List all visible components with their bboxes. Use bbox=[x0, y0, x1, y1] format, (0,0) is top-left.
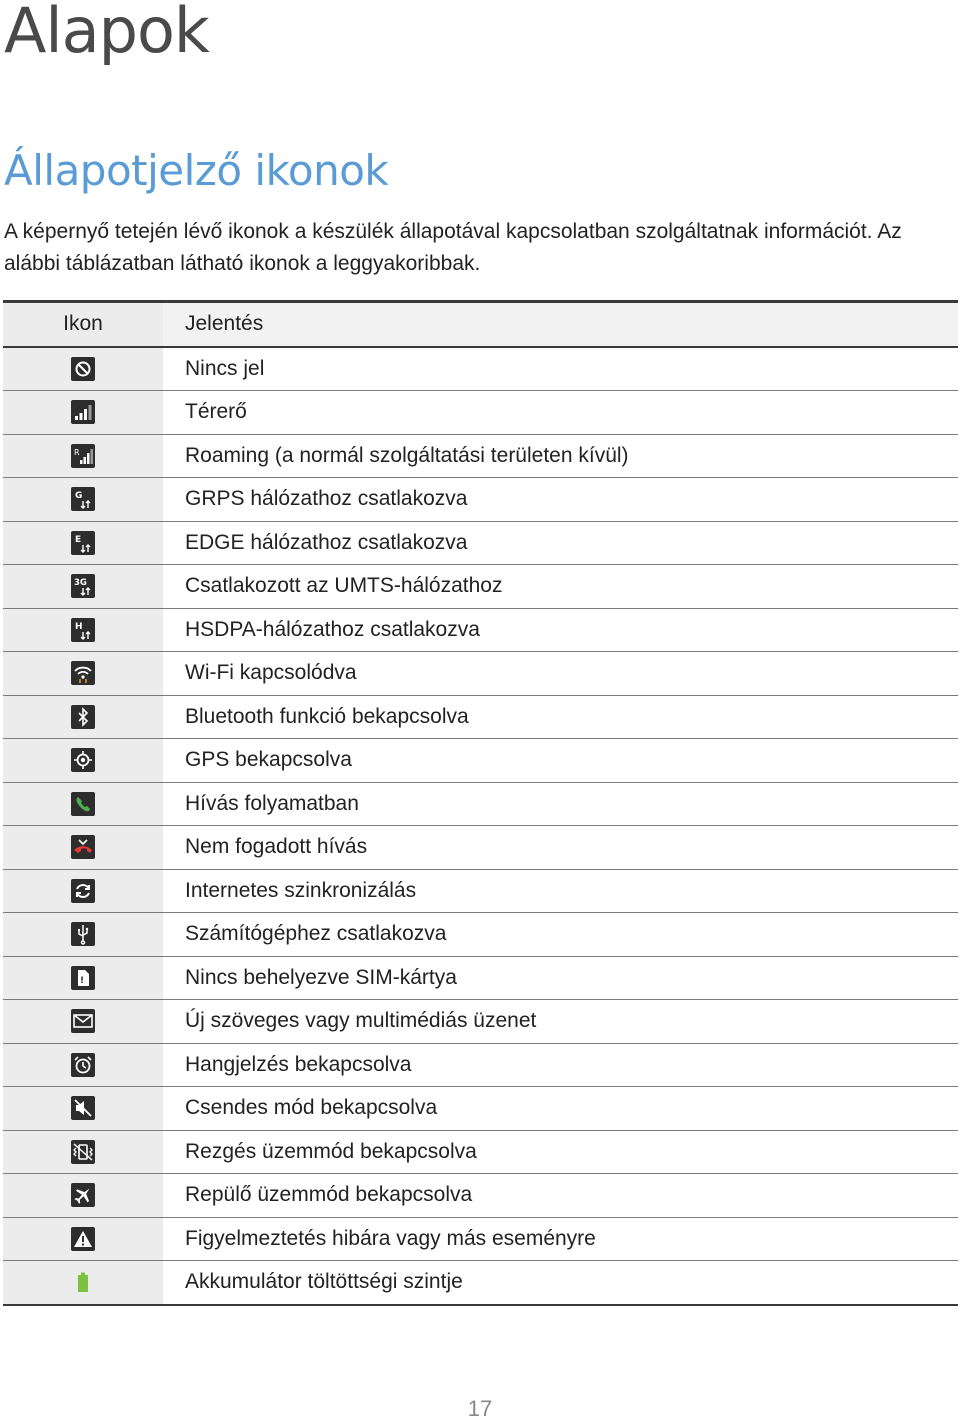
table-row bbox=[3, 478, 958, 522]
silent-mode-icon bbox=[71, 1096, 95, 1120]
meaning-cell: Csatlakozott az UMTS-hálózathoz bbox=[163, 565, 958, 609]
svg-text:G: G bbox=[75, 491, 83, 502]
message-icon bbox=[71, 1009, 95, 1033]
meaning-cell: HSDPA-hálózathoz csatlakozva bbox=[163, 608, 958, 652]
icon-cell bbox=[3, 1130, 163, 1174]
sync-icon bbox=[71, 879, 95, 903]
bluetooth-icon bbox=[71, 705, 95, 729]
icon-cell bbox=[3, 1000, 163, 1044]
table-row bbox=[3, 695, 958, 739]
table-row bbox=[3, 1000, 958, 1044]
chapter-title: Alapok bbox=[4, 0, 209, 67]
table-row bbox=[3, 1043, 958, 1087]
meaning-cell: Nem fogadott hívás bbox=[163, 826, 958, 870]
table-row bbox=[3, 826, 958, 870]
table-row bbox=[3, 391, 958, 435]
meaning-cell: EDGE hálózathoz csatlakozva bbox=[163, 521, 958, 565]
icon-cell bbox=[3, 565, 163, 609]
icon-cell bbox=[3, 347, 163, 391]
table-row bbox=[3, 565, 958, 609]
table-row bbox=[3, 869, 958, 913]
table-row bbox=[3, 1174, 958, 1218]
table-row bbox=[3, 347, 958, 391]
icon-cell bbox=[3, 391, 163, 435]
table-row bbox=[3, 739, 958, 783]
header-meaning: Jelentés bbox=[163, 302, 958, 347]
no-sim-icon bbox=[71, 966, 95, 990]
table-row bbox=[3, 913, 958, 957]
svg-text:E: E bbox=[75, 534, 82, 545]
icon-cell bbox=[3, 1087, 163, 1131]
meaning-cell: GPS bekapcsolva bbox=[163, 739, 958, 783]
table-row bbox=[3, 434, 958, 478]
meaning-cell: Repülő üzemmód bekapcsolva bbox=[163, 1174, 958, 1218]
meaning-cell: Figyelmeztetés hibára vagy más eseményre bbox=[163, 1217, 958, 1261]
intro-paragraph: A képernyő tetején lévő ikonok a készülék állapotával kapcsolatban szolgáltatnak információt. Az alábbi táblázatban látható ikonok a leggyakoribbak. bbox=[4, 220, 902, 275]
svg-text:R: R bbox=[74, 447, 80, 457]
table-row bbox=[3, 782, 958, 826]
meaning-cell: Új szöveges vagy multimédiás üzenet bbox=[163, 1000, 958, 1044]
icon-cell bbox=[3, 1261, 163, 1305]
meaning-cell: Térerő bbox=[163, 391, 958, 435]
icon-cell bbox=[3, 782, 163, 826]
header-icon: Ikon bbox=[3, 302, 163, 347]
table-row bbox=[3, 1130, 958, 1174]
edge-icon bbox=[71, 531, 95, 555]
meaning-cell: Internetes szinkronizálás bbox=[163, 869, 958, 913]
meaning-cell: Nincs jel bbox=[163, 347, 958, 391]
icon-cell bbox=[3, 608, 163, 652]
icon-cell bbox=[3, 478, 163, 522]
warning-icon bbox=[71, 1227, 95, 1251]
icon-cell bbox=[3, 434, 163, 478]
table-row bbox=[3, 1087, 958, 1131]
table-row bbox=[3, 652, 958, 696]
icon-cell bbox=[3, 869, 163, 913]
roaming-icon bbox=[71, 444, 95, 468]
svg-text:H: H bbox=[75, 621, 83, 632]
status-icons-table bbox=[3, 300, 958, 1306]
battery-icon bbox=[71, 1270, 95, 1294]
icon-cell bbox=[3, 739, 163, 783]
table-row bbox=[3, 521, 958, 565]
meaning-cell: Hívás folyamatban bbox=[163, 782, 958, 826]
gps-icon bbox=[71, 748, 95, 772]
meaning-cell: Hangjelzés bekapcsolva bbox=[163, 1043, 958, 1087]
meaning-cell: Rezgés üzemmód bekapcsolva bbox=[163, 1130, 958, 1174]
section-title: Állapotjelző ikonok bbox=[4, 146, 389, 195]
meaning-cell: Nincs behelyezve SIM-kártya bbox=[163, 956, 958, 1000]
icon-cell bbox=[3, 913, 163, 957]
alarm-icon bbox=[71, 1053, 95, 1077]
icon-cell bbox=[3, 521, 163, 565]
flight-mode-icon bbox=[71, 1183, 95, 1207]
icon-cell bbox=[3, 956, 163, 1000]
usb-icon bbox=[71, 922, 95, 946]
gprs-icon bbox=[71, 487, 95, 511]
meaning-cell: Roaming (a normál szolgáltatási területen kívül) bbox=[163, 434, 958, 478]
table-body bbox=[3, 347, 958, 1305]
icon-cell bbox=[3, 1217, 163, 1261]
umts-3g-icon bbox=[71, 574, 95, 598]
meaning-cell: Akkumulátor töltöttségi szintje bbox=[163, 1261, 958, 1305]
meaning-cell: Bluetooth funkció bekapcsolva bbox=[163, 695, 958, 739]
meaning-cell: Számítógéphez csatlakozva bbox=[163, 913, 958, 957]
table-row bbox=[3, 1217, 958, 1261]
table-header-row bbox=[3, 302, 958, 347]
icon-cell bbox=[3, 1174, 163, 1218]
svg-text:3G: 3G bbox=[74, 578, 87, 589]
meaning-cell: Wi-Fi kapcsolódva bbox=[163, 652, 958, 696]
call-in-progress-icon bbox=[71, 792, 95, 816]
meaning-cell: Csendes mód bekapcsolva bbox=[163, 1087, 958, 1131]
svg-text:!: ! bbox=[80, 975, 85, 986]
page-number: 17 bbox=[467, 1396, 493, 1421]
hsdpa-icon bbox=[71, 618, 95, 642]
table-row bbox=[3, 956, 958, 1000]
icon-cell bbox=[3, 1043, 163, 1087]
icon-cell bbox=[3, 695, 163, 739]
icon-cell bbox=[3, 826, 163, 870]
no-signal-icon bbox=[71, 357, 95, 381]
table-row bbox=[3, 608, 958, 652]
missed-call-icon bbox=[71, 835, 95, 859]
signal-strength-icon bbox=[71, 400, 95, 424]
vibration-mode-icon bbox=[71, 1140, 95, 1164]
wifi-icon bbox=[71, 661, 95, 685]
meaning-cell: GRPS hálózathoz csatlakozva bbox=[163, 478, 958, 522]
icon-cell bbox=[3, 652, 163, 696]
table-row bbox=[3, 1261, 958, 1305]
